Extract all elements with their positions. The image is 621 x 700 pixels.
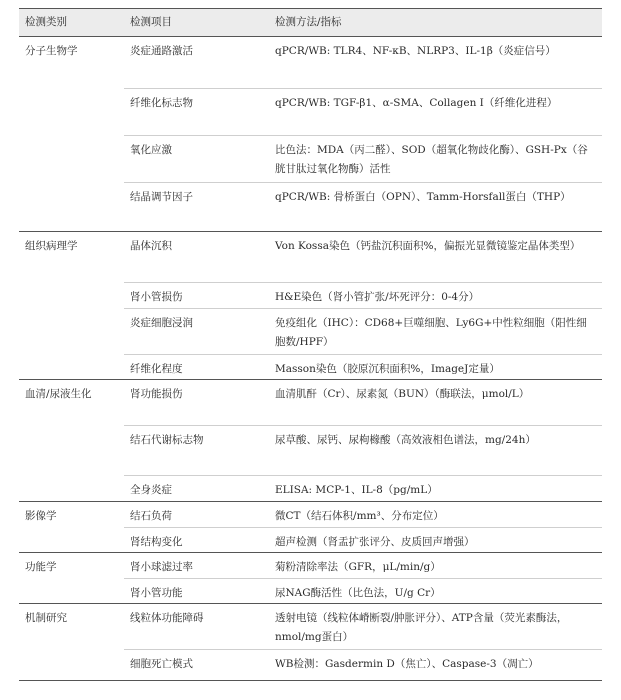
- header-category: 检测类别: [19, 9, 124, 37]
- item-cell: 纤维化程度: [124, 355, 269, 380]
- item-cell: 晶体沉积: [124, 232, 269, 283]
- item-cell: 纤维化标志物: [124, 89, 269, 136]
- table-row: [19, 380, 602, 426]
- category-cell: 功能学: [19, 553, 124, 604]
- method-cell: Von Kossa染色（钙盐沉积面积%，偏振光显微镜鉴定晶体类型）: [269, 232, 602, 283]
- method-cell: 尿NAG酶活性（比色法，U/g Cr）: [269, 579, 602, 604]
- method-cell: qPCR/WB: TGF-β1、α-SMA、Collagen I（纤维化进程）: [269, 89, 602, 136]
- method-cell: WB检测：Gasdermin D（焦亡）、Caspase-3（凋亡）: [269, 650, 602, 681]
- method-cell: 免疫组化（IHC）：CD68+巨噬细胞、Ly6G+中性粒细胞（阳性细胞数/HPF）: [269, 309, 602, 355]
- category-cell: 影像学: [19, 502, 124, 553]
- method-cell: ELISA: MCP-1、IL-8（pg/mL）: [269, 476, 602, 502]
- method-cell: H&E染色（肾小管扩张/坏死评分：0-4分）: [269, 283, 602, 309]
- method-cell: 透射电镜（线粒体嵴断裂/肿胀评分）、ATP含量（荧光素酶法，nmol/mg蛋白）: [269, 604, 602, 650]
- table-row: [19, 232, 602, 283]
- item-cell: 肾功能损伤: [124, 380, 269, 426]
- table-row: [19, 553, 602, 579]
- header-item: 检测项目: [124, 9, 269, 37]
- method-cell: qPCR/WB: 骨桥蛋白（OPN）、Tamm-Horsfall蛋白（THP）: [269, 183, 602, 232]
- item-cell: 肾结构变化: [124, 528, 269, 553]
- category-cell: 血清/尿液生化: [19, 380, 124, 502]
- table-header-row: [19, 9, 602, 37]
- header-method: 检测方法/指标: [269, 9, 602, 37]
- item-cell: 结石负荷: [124, 502, 269, 528]
- item-cell: 线粒体功能障碍: [124, 604, 269, 650]
- method-cell: 血清肌酐（Cr）、尿素氮（BUN）（酶联法，μmol/L）: [269, 380, 602, 426]
- method-cell: 菊粉清除率法（GFR，μL/min/g）: [269, 553, 602, 579]
- method-cell: 超声检测（肾盂扩张评分、皮质回声增强）: [269, 528, 602, 553]
- item-cell: 炎症细胞浸润: [124, 309, 269, 355]
- item-cell: 细胞死亡模式: [124, 650, 269, 681]
- category-cell: 分子生物学: [19, 37, 124, 232]
- item-cell: 全身炎症: [124, 476, 269, 502]
- method-cell: Masson染色（胶原沉积面积%，ImageJ定量）: [269, 355, 602, 380]
- category-cell: 机制研究: [19, 604, 124, 681]
- item-cell: 氧化应激: [124, 136, 269, 183]
- table-row: [19, 502, 602, 528]
- method-cell: 尿草酸、尿钙、尿枸橼酸（高效液相色谱法，mg/24h）: [269, 426, 602, 476]
- item-cell: 肾小管损伤: [124, 283, 269, 309]
- table-row: [19, 604, 602, 650]
- method-cell: 比色法：MDA（丙二醛）、SOD（超氧化物歧化酶）、GSH-Px（谷胱甘肽过氧化物酶）活性: [269, 136, 602, 183]
- item-cell: 炎症通路激活: [124, 37, 269, 89]
- detection-methods-table: [19, 8, 602, 681]
- method-cell: 微CT（结石体积/mm³、分布定位）: [269, 502, 602, 528]
- table-row: [19, 37, 602, 89]
- item-cell: 肾小球滤过率: [124, 553, 269, 579]
- item-cell: 结石代谢标志物: [124, 426, 269, 476]
- method-cell: qPCR/WB: TLR4、NF-κB、NLRP3、IL-1β（炎症信号）: [269, 37, 602, 89]
- item-cell: 肾小管功能: [124, 579, 269, 604]
- category-cell: 组织病理学: [19, 232, 124, 380]
- item-cell: 结晶调节因子: [124, 183, 269, 232]
